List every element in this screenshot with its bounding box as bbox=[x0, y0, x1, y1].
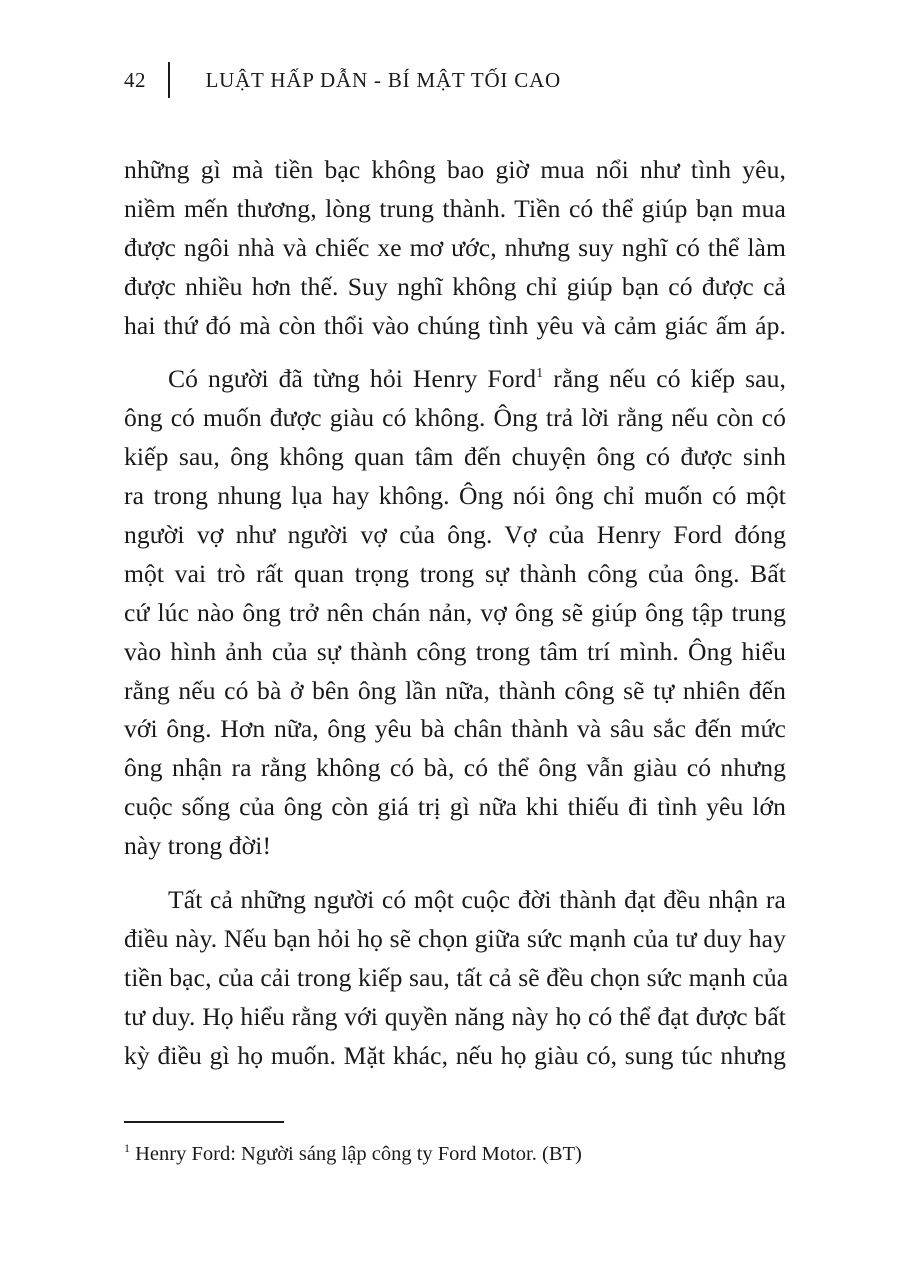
footnote-separator bbox=[124, 1121, 284, 1123]
text-line: niềm mến thương, lòng trung thành. Tiền có thể giúp bạn mua bbox=[124, 193, 786, 223]
text-line: tiền bạc, của cải trong kiếp sau, tất cả sẽ đều chọn sức mạnh của bbox=[124, 962, 789, 992]
paragraph-3 bbox=[124, 881, 789, 1075]
text-line bbox=[124, 360, 786, 399]
text-line: kiếp sau, ông không quan tâm đến chuyện ông có được sinh bbox=[124, 442, 786, 472]
text-line: này trong đời! bbox=[124, 831, 272, 861]
text-line: cuộc sống của ông còn giá trị gì nữa khi thiếu đi tình yêu lớn bbox=[124, 792, 786, 822]
text-line: cứ lúc nào ông trở nên chán nản, vợ ông sẽ giúp ông tập trung bbox=[124, 597, 786, 627]
footnote bbox=[124, 1141, 582, 1167]
text-line: tư duy. Họ hiểu rằng với quyền năng này họ có thể đạt được bất bbox=[124, 1001, 786, 1031]
text-line: rằng nếu có bà ở bên ông lần nữa, thành công sẽ tự nhiên đến bbox=[124, 675, 786, 705]
running-head-title: LUẬT HẤP DẪN - BÍ MẬT TỐI CAO bbox=[205, 67, 562, 92]
paragraph-1 bbox=[124, 151, 786, 345]
body-text bbox=[124, 151, 789, 1075]
text-line: Tất cả những người có một cuộc đời thành đạt đều nhận ra bbox=[168, 885, 786, 915]
text-line: kỳ điều gì họ muốn. Mặt khác, nếu họ giàu có, sung túc nhưng bbox=[124, 1040, 786, 1070]
page-number: 42 bbox=[124, 67, 146, 92]
text-line: điều này. Nếu bạn hỏi họ sẽ chọn giữa sức mạnh của tư duy hay bbox=[124, 923, 786, 953]
text-line: với ông. Hơn nữa, ông yêu bà chân thành và sâu sắc đến mức bbox=[124, 714, 786, 744]
text-line: ông nhận ra rằng không có bà, có thể ông vẫn giàu có nhưng bbox=[124, 753, 786, 783]
text-run: Có người đã từng hỏi Henry Ford bbox=[168, 364, 537, 394]
footnote-marker: 1 bbox=[124, 1141, 130, 1155]
text-run: rằng nếu có kiếp sau, bbox=[543, 364, 787, 394]
text-line: được nhiều hơn thế. Suy nghĩ không chỉ giúp bạn có được cả bbox=[124, 271, 786, 301]
page-header bbox=[124, 60, 561, 100]
footnote-reference[interactable]: 1 bbox=[536, 366, 544, 382]
text-line: người vợ như người vợ của ông. Vợ của Henry Ford đóng bbox=[124, 520, 786, 550]
text-line: vào hình ảnh của sự thành công trong tâm trí mình. Ông hiểu bbox=[124, 636, 786, 666]
header-divider bbox=[168, 62, 170, 98]
text-line: những gì mà tiền bạc không bao giờ mua nổi như tình yêu, bbox=[124, 155, 786, 184]
text-line: một vai trò rất quan trọng trong sự thành công của ông. Bất bbox=[124, 558, 786, 588]
footnote-text: Henry Ford: Người sáng lập công ty Ford Motor. (BT) bbox=[130, 1143, 582, 1165]
text-line: hai thứ đó mà còn thổi vào chúng tình yêu và cảm giác ấm áp. bbox=[124, 310, 786, 340]
text-line: được ngôi nhà và chiếc xe mơ ước, nhưng suy nghĩ có thể làm bbox=[124, 232, 786, 262]
paragraph-spacing bbox=[124, 866, 786, 881]
text-line: ông có muốn được giàu có không. Ông trả lời rằng nếu còn có bbox=[124, 403, 786, 433]
text-line: ra trong nhung lụa hay không. Ông nói ông chỉ muốn có một bbox=[124, 481, 786, 511]
paragraph-spacing bbox=[124, 345, 786, 360]
paragraph-2 bbox=[124, 360, 786, 866]
